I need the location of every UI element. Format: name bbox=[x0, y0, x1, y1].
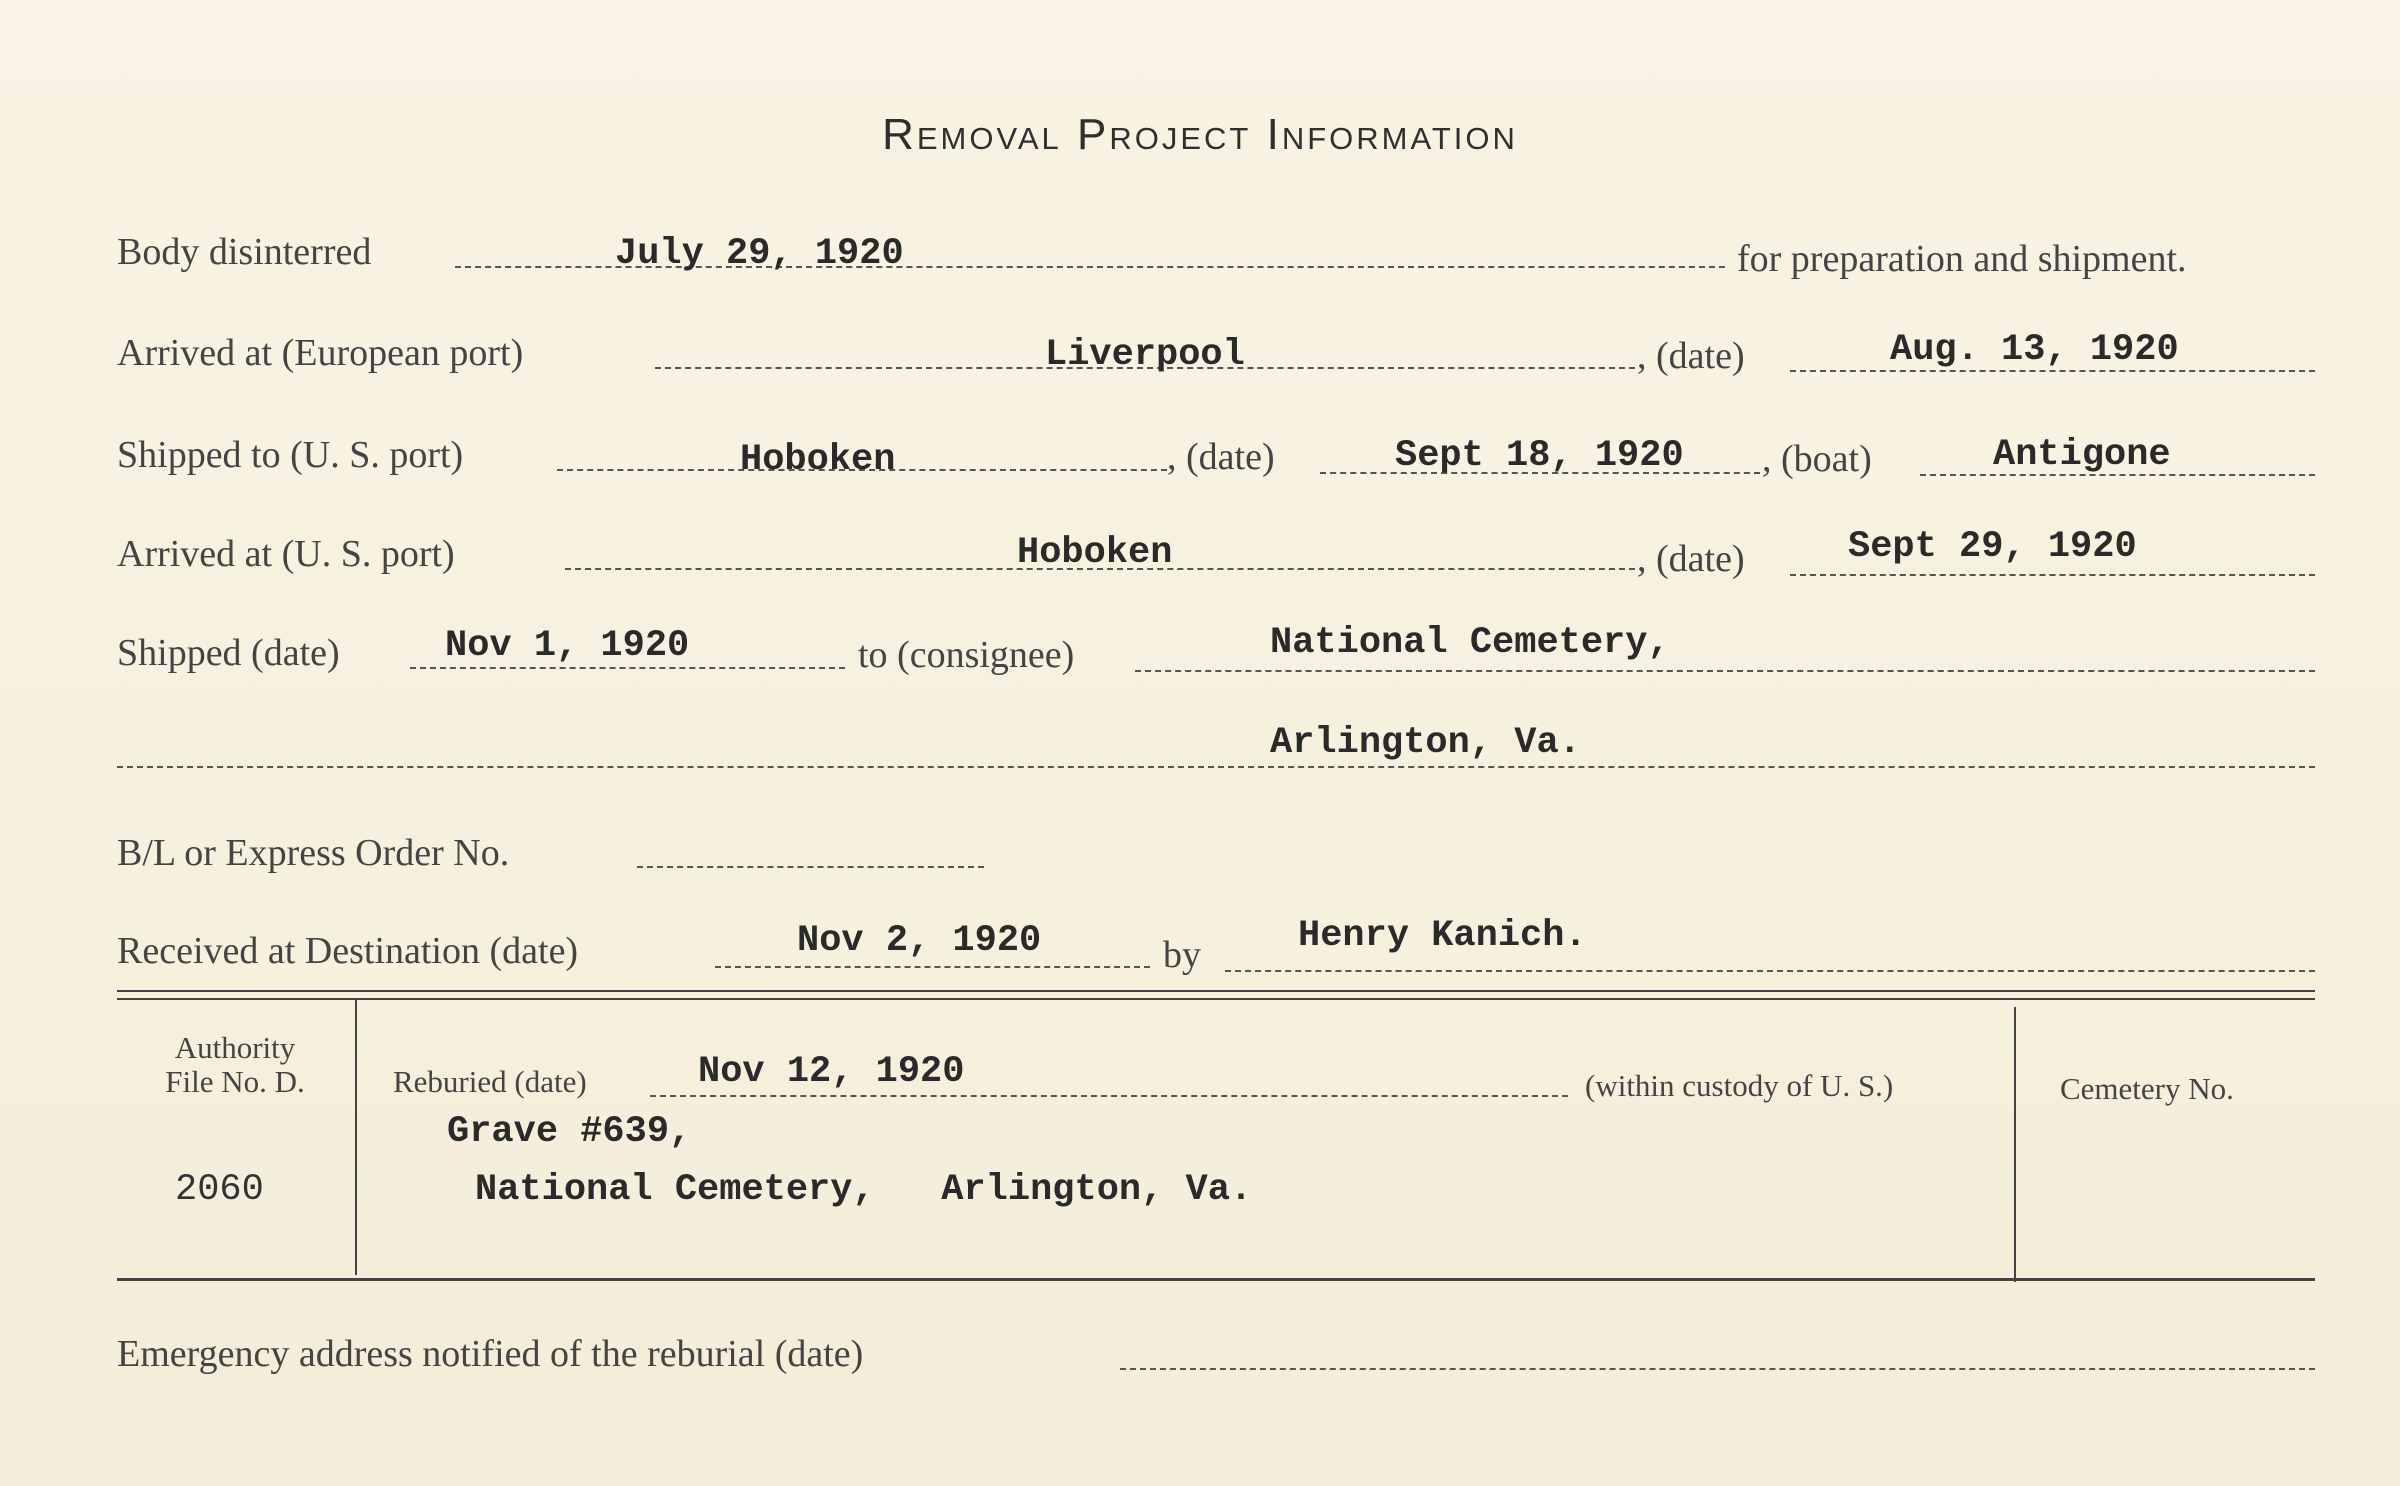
body-disinterred-value: July 29, 1920 bbox=[615, 233, 904, 275]
shipped-to-date-label: , (date) bbox=[1167, 436, 1275, 478]
for-preparation-label: for preparation and shipment. bbox=[1737, 238, 2187, 280]
arrived-euro-value: Liverpool bbox=[1045, 334, 1245, 376]
arrived-euro-label: Arrived at (European port) bbox=[117, 332, 524, 374]
reburied-label: Reburied (date) bbox=[393, 1064, 587, 1099]
consignee-label: to (consignee) bbox=[858, 634, 1075, 676]
arrived-us-label: Arrived at (U. S. port) bbox=[117, 533, 455, 575]
authority-value: 2060 bbox=[175, 1169, 264, 1211]
box-separator-right bbox=[2014, 1007, 2016, 1282]
emergency-line bbox=[1120, 1368, 2315, 1370]
emergency-label: Emergency address notified of the reburial (date) bbox=[117, 1333, 864, 1375]
arrived-euro-date: Aug. 13, 1920 bbox=[1890, 329, 2179, 371]
arrived-us-value: Hoboken bbox=[1017, 532, 1173, 574]
by-label: by bbox=[1163, 934, 1201, 976]
divider-bottom bbox=[117, 1278, 2315, 1281]
shipped-date-label: Shipped (date) bbox=[117, 632, 340, 674]
reburied-value: Nov 12, 1920 bbox=[698, 1051, 965, 1093]
divider-top-1 bbox=[117, 990, 2315, 992]
custody-label: (within custody of U. S.) bbox=[1585, 1068, 1894, 1103]
grave-line-2: National Cemetery, Arlington, Va. bbox=[475, 1169, 1253, 1211]
shipped-to-value: Hoboken bbox=[740, 439, 896, 481]
by-line bbox=[1225, 970, 2315, 972]
arrived-euro-date-label: , (date) bbox=[1637, 335, 1745, 377]
page-title: Removal Project Information bbox=[882, 110, 1518, 159]
consignee-continuation-line bbox=[117, 766, 2315, 768]
authority-label-2: File No. D. bbox=[165, 1064, 305, 1099]
divider-top-2 bbox=[117, 998, 2315, 1000]
received-line bbox=[715, 966, 1150, 968]
by-value: Henry Kanich. bbox=[1298, 915, 1587, 957]
shipped-date-line bbox=[410, 667, 845, 669]
received-label: Received at Destination (date) bbox=[117, 930, 579, 972]
consignee-line bbox=[1135, 670, 2315, 672]
arrived-us-date-line bbox=[1790, 574, 2315, 576]
authority-label-1: Authority bbox=[174, 1030, 296, 1065]
boat-value: Antigone bbox=[1993, 434, 2171, 476]
consignee-line-1: National Cemetery, bbox=[1270, 622, 1670, 664]
reburied-line bbox=[650, 1095, 1568, 1097]
boat-label: , (boat) bbox=[1762, 438, 1872, 480]
cemetery-no-label: Cemetery No. bbox=[2060, 1071, 2234, 1106]
bl-label: B/L or Express Order No. bbox=[117, 832, 510, 874]
consignee-line-2: Arlington, Va. bbox=[1270, 722, 1581, 764]
shipped-date-value: Nov 1, 1920 bbox=[445, 625, 690, 667]
bl-line bbox=[637, 866, 984, 868]
arrived-us-date: Sept 29, 1920 bbox=[1848, 526, 2137, 568]
arrived-us-date-label: , (date) bbox=[1637, 538, 1745, 580]
shipped-to-date: Sept 18, 1920 bbox=[1395, 435, 1684, 477]
grave-line-1: Grave #639, bbox=[447, 1111, 692, 1153]
shipped-to-label: Shipped to (U. S. port) bbox=[117, 434, 464, 476]
body-disinterred-label: Body disinterred bbox=[117, 231, 372, 273]
received-value: Nov 2, 1920 bbox=[797, 920, 1042, 962]
